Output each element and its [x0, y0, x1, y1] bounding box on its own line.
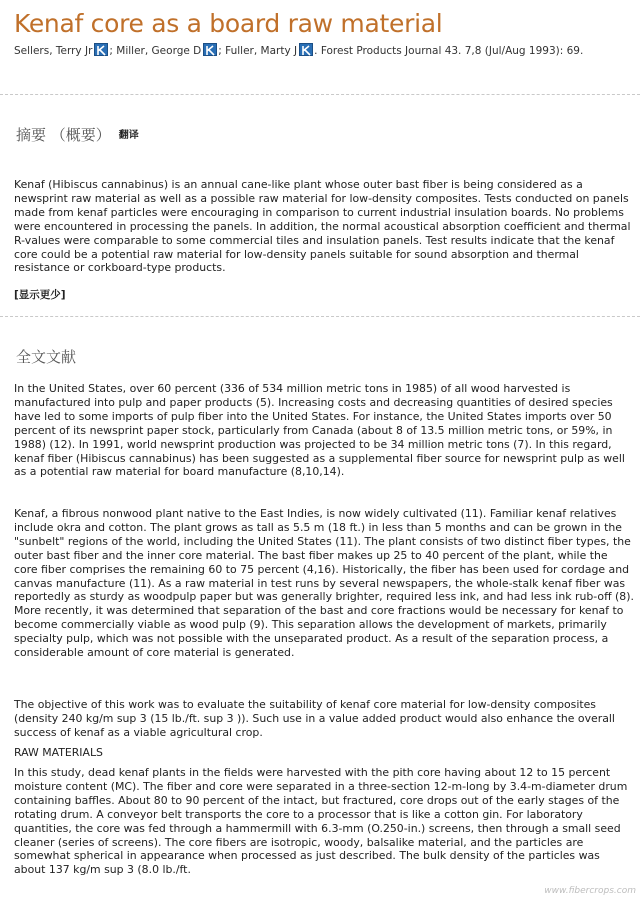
abstract-heading-text: 摘要 （概要）	[16, 126, 111, 144]
author-search-icon[interactable]	[94, 43, 108, 56]
show-less-link[interactable]: [显示更少]	[14, 289, 66, 301]
fulltext-heading: 全文文献	[16, 348, 77, 366]
author-search-icon[interactable]	[203, 43, 217, 56]
fulltext-paragraph: Kenaf, a fibrous nonwood plant native to the East Indies, is now widely cultivated (11). Familiar kenaf relatives include okra and cotton. The plant grows as tall as 5.5 m (18 ft.) in less than 5 months and can be grown in the "sunbelt" regions of the world, including the United States (11). The plant consists of two distinct fiber types, the outer bast fiber and the inner core material. The bast fiber makes up 25 to 40 percent of the plant, while the core fiber comprises the remaining 60 to 75 percent (4,16). Historically, the fiber has been used for cordage and canvas manufacture (11). As a raw material in test runs by several newspapers, the whole-stalk kenaf fiber was reportedly as sturdy as woodpulp paper but was generally brighter, required less ink, and had less ink rub-off (8). More recently, it was determined that separation of the bast and core fractions would be necessary for kenaf to become commercially viable as wood pulp (9). This separation allows the development of markets, primarily specialty pulp, which was not possible with the unseparated product. As a result of the separation process, a considerable amount of core material is generated.	[14, 507, 634, 660]
fulltext-paragraph: In the United States, over 60 percent (336 of 534 million metric tons in 1985) of all wood harvested is manufactured into pulp and paper products (5). Increasing costs and decreasing quantities of desired species have led to some imports of pulp fiber into the United States. For instance, the United States imports over 50 percent of its newsprint paper stock, particularly from Canada (about 8 of 13.5 million metric tons, or 59%, in 1988) (12). In 1991, world newsprint production was projected to be 34 million metric tons (7). In this regard, kenaf fiber (Hibiscus cannabinus) has been suggested as a supplemental fiber source for newsprint pulp as well as a potential raw material for board manufacture (8,10,14).	[14, 382, 625, 479]
author-search-icon[interactable]	[299, 43, 313, 56]
abstract-heading	[16, 124, 139, 145]
citation: Sellers, Terry Jr ; Miller, George D ; Fuller, Marty J . Forest Products Journal 43. 7,8 (Jul/Aug 1993): 69.	[14, 45, 584, 57]
author-link[interactable]: Sellers, Terry Jr	[14, 45, 93, 57]
raw-materials-text: In this study, dead kenaf plants in the fields were harvested with the pith core having about 12 to 15 percent moisture content (MC). The fiber and core were separated in a three-section 12-m-long by 3.4-m-diameter drum containing baffles. About 80 to 90 percent of the intact, but fractured, core drops out of the early stages of the rotating drum. A conveyor belt transports the core to a processor that is like a cotton gin. For laboratory quantities, the core was fed through a hammermill with 6.3-mm (O.250-in.) screens, then through a small seed cleaner (series of screens). The core fibers are isotropic, woody, balsalike material, and the particles are somewhat spherical in appearance when processed as just described. The bulk density of the particles was about 137 kg/m sup 3 (8.0 lb./ft.	[14, 766, 628, 877]
watermark: www.fibercrops.com	[544, 886, 636, 896]
translate-link[interactable]: 翻译	[118, 130, 139, 141]
author-link[interactable]: Fuller, Marty J	[225, 45, 298, 57]
article-title: Kenaf core as a board raw material	[14, 9, 443, 38]
author-link[interactable]: Miller, George D	[116, 45, 202, 57]
abstract-text: Kenaf (Hibiscus cannabinus) is an annual cane-like plant whose outer bast fiber is being considered as a newsprint raw material as well as a possible raw material for low-density composites. Tests conducted on panels made from kenaf particles were encouraging in comparison to current industrial insulation boards. No problems were encountered in processing the panels. In addition, the normal acoustical absorption coefficient and thermal R-values were comparable to some commercial tiles and insulation panels. Test results indicate that the kenaf core could be a potential raw material for low-density panels suitable for sound absorption and thermal resistance or corkboard-type products.	[14, 178, 631, 275]
raw-materials-heading: RAW MATERIALS	[14, 746, 103, 759]
divider	[0, 94, 640, 95]
divider	[0, 316, 640, 317]
fulltext-paragraph: The objective of this work was to evaluate the suitability of kenaf core material for low-density composites (density 240 kg/m sup 3 (15 lb./ft. sup 3 )). Such use in a value added product would also enhance the overall success of kenaf as a viable agricultural crop.	[14, 698, 615, 739]
journal-citation: Forest Products Journal 43. 7,8 (Jul/Aug 1993): 69.	[320, 45, 584, 57]
